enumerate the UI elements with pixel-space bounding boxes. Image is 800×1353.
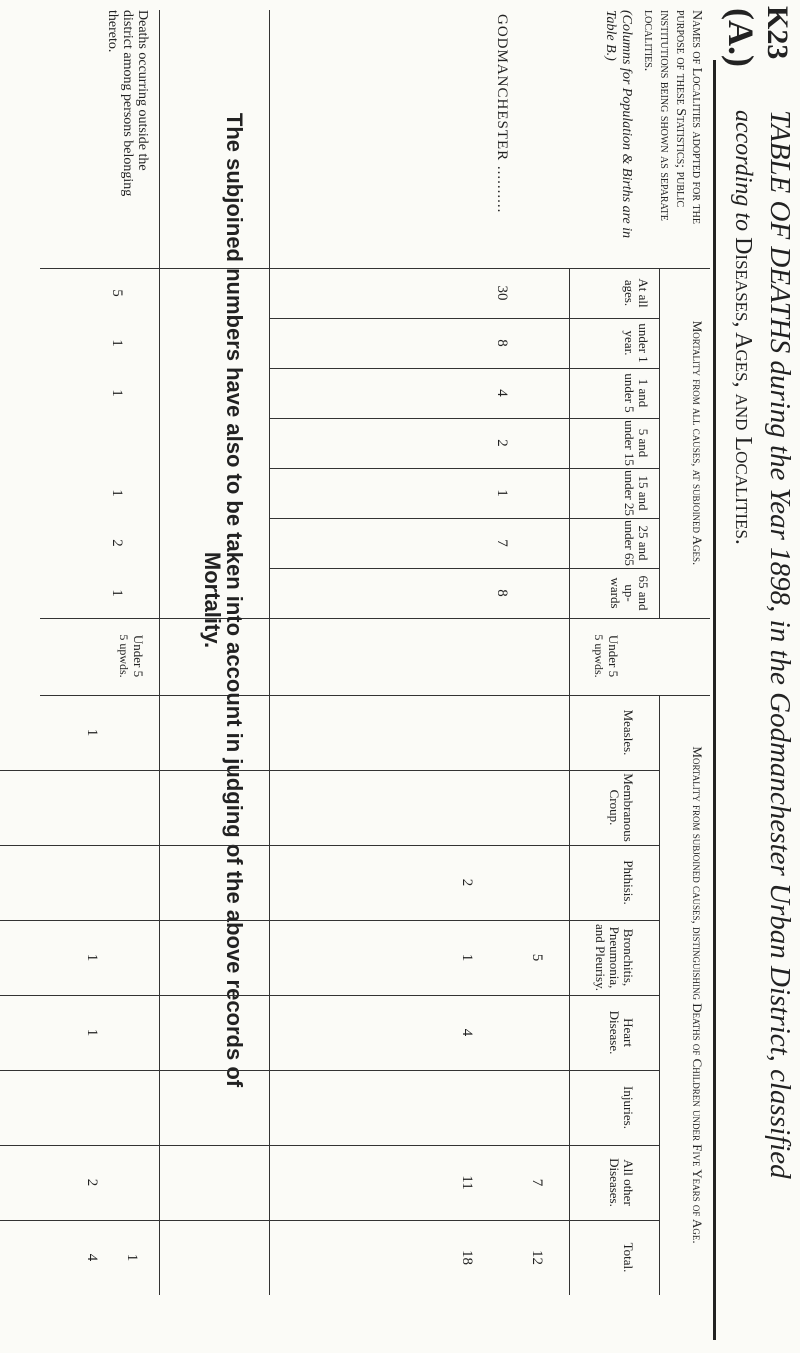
header-bottom-rule — [569, 268, 570, 1295]
cause-upwards-cell: 2 — [459, 878, 475, 887]
outside-upwards-cell: 1 — [84, 1028, 100, 1037]
outside-age-cell: 1 — [109, 489, 125, 497]
cause-under5-cell: 12 — [529, 1250, 545, 1265]
section-rule — [159, 10, 160, 1295]
main-row-rule — [269, 10, 270, 1295]
column-divider — [270, 318, 660, 319]
group-header-rule — [659, 268, 660, 618]
cause-col-header: Injuries. — [621, 1086, 636, 1129]
column-divider — [270, 368, 660, 369]
page-title: TABLE OF DEATHS during the Year 1898, in the Godmanchester Urban District, classified — [764, 110, 796, 1179]
subtitle-rest: Diseases, Ages, and Localities. — [730, 237, 756, 545]
split-header — [592, 620, 620, 692]
age-cell: 1 — [494, 489, 510, 497]
split-under-label: Under 5 — [606, 634, 621, 678]
cause-upwards-cell: 1 — [459, 953, 475, 962]
cause-group-title: Mortality from subjoined causes, distinguishing Deaths of Children under Five Years of Age. — [690, 746, 705, 1244]
cause-col-header: Phthisis. — [621, 860, 636, 905]
age-cell: 4 — [494, 389, 510, 397]
age-col-header: 25 and under 65 — [622, 520, 651, 566]
cause-col-header: Membranous Croup. — [607, 773, 636, 842]
cause-col-header: Measles. — [621, 709, 636, 756]
column-divider — [0, 1070, 660, 1071]
outside-split-under: Under 5 — [131, 634, 146, 678]
outside-split-upwards: 5 upwds. — [117, 634, 131, 678]
outside-upwards-cell: 1 — [84, 953, 100, 962]
column-divider — [0, 845, 660, 846]
column-divider — [40, 268, 710, 269]
age-col-header: 1 and under 5 — [622, 373, 651, 413]
table-reference: K23 — [761, 6, 794, 60]
age-col-header: At all ages. — [622, 278, 651, 308]
cause-upwards-cell: 11 — [459, 1175, 475, 1190]
column-divider — [0, 770, 660, 771]
outside-age-cell: 1 — [109, 339, 125, 347]
locality-godmanchester: GODMANCHESTER .......... — [494, 14, 510, 214]
cause-col-header: Total. — [621, 1242, 636, 1273]
cause-col-header: Heart Disease. — [607, 1010, 636, 1055]
column-divider — [270, 418, 660, 419]
column-divider — [40, 618, 710, 619]
age-cell: 8 — [494, 589, 510, 597]
subtitle-prefix: according to — [730, 110, 756, 232]
age-group-title: Mortality from all causes, at subjoined Ages. — [690, 320, 705, 566]
locality-header-text: Names of Localities adopted for the purpose of these Statistics; public institutions being shown as separate localities. — [641, 10, 704, 224]
column-divider — [270, 568, 660, 569]
outside-upwards-cell: 1 — [84, 728, 100, 737]
outside-age-cell: 5 — [109, 289, 125, 297]
age-cell: 2 — [494, 439, 510, 447]
column-divider — [270, 518, 660, 519]
outside-age-cell: 1 — [109, 589, 125, 597]
age-cell: 8 — [494, 339, 510, 347]
outside-under5-cell: 1 — [124, 1253, 140, 1262]
cause-under5-cell: 5 — [529, 953, 545, 962]
cause-under5-cell: 7 — [529, 1178, 545, 1187]
age-cell: 30 — [494, 285, 510, 301]
outside-deaths-label: Deaths occurring outside the district among persons belonging thereto. — [105, 10, 150, 197]
locality-header-note: (Columns for Population & Births are in Table B.) — [603, 10, 634, 239]
cause-col-header: Bronchitis, Pneumonia, and Pleurisy. — [593, 923, 636, 992]
records-note: The subjoined numbers have also to be taken into account in judging of the above records of Mortality. — [200, 112, 247, 1088]
outside-upwards-cell: 2 — [84, 1178, 100, 1187]
outside-split-header — [117, 620, 145, 692]
outside-age-cell: 2 — [109, 539, 125, 547]
outside-age-cell: 1 — [109, 389, 125, 397]
column-divider — [40, 695, 710, 696]
table-letter: (A.) — [721, 8, 761, 67]
age-col-header: 15 and under 25 — [622, 470, 651, 516]
age-col-header: under 1 year. — [622, 323, 651, 363]
page-subtitle — [729, 110, 756, 1310]
title-rule — [713, 60, 716, 1340]
age-col-header: 5 and under 15 — [622, 420, 651, 466]
cause-upwards-cell: 4 — [459, 1028, 475, 1037]
cause-col-header: All other Diseases. — [607, 1158, 636, 1207]
locality-column-header — [602, 10, 704, 260]
split-upwards-label: 5 upwds. — [592, 634, 606, 678]
column-divider — [270, 468, 660, 469]
outside-upwards-cell: 4 — [84, 1253, 100, 1262]
age-col-header: 65 and up-wards — [608, 575, 651, 611]
cause-upwards-cell: 18 — [459, 1250, 475, 1265]
age-cell: 7 — [494, 539, 510, 547]
